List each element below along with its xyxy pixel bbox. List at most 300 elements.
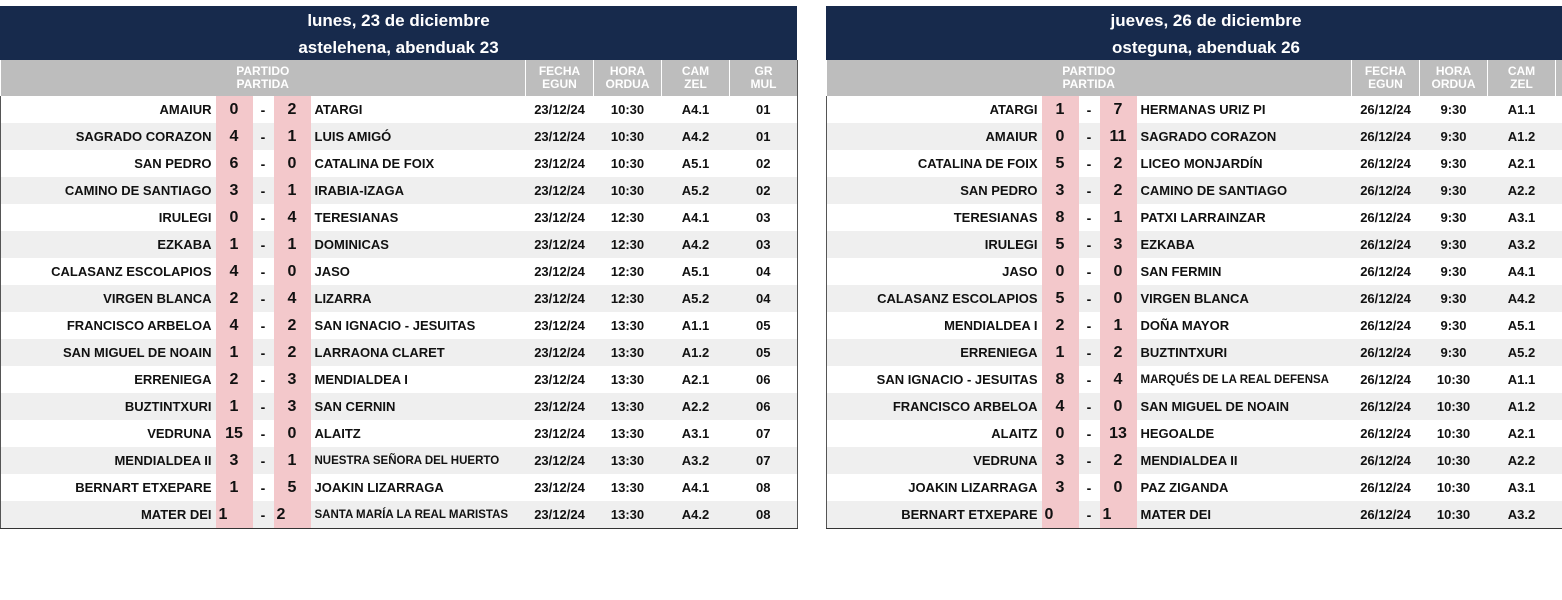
table-row [827,150,1562,177]
field: A2.1 [681,372,710,387]
away-team: MATER DEI [1137,501,1352,529]
home-score: 1 [216,474,253,501]
score-separator: - [1079,177,1100,204]
field: A4.1 [1507,264,1536,279]
match-date: 23/12/24 [526,123,594,150]
group: 07 [730,420,798,447]
field: A1.2 [1488,393,1556,420]
match-date: 26/12/24 [1352,393,1420,420]
score-separator: - [260,317,266,334]
table-row [827,312,1562,339]
away-team: DOMINICAS [311,231,526,258]
field: A2.2 [1488,177,1556,204]
date-title-eu: osteguna, abenduak 26 [1112,38,1300,57]
away-team: SAN FERMIN [1140,264,1222,279]
away-team: IRABIA-IZAGA [311,177,526,204]
field: A5.2 [1488,339,1556,366]
away-score: 3 [274,366,311,393]
away-score: 2 [274,339,311,366]
group: 03 [730,204,798,231]
field: A1.1 [681,318,710,333]
home-team: FRANCISCO ARBELOA [1,312,216,339]
away-score: 1 [274,123,311,150]
home-score: 8 [1042,366,1079,393]
away-score: 0 [274,150,311,177]
home-score: 3 [1042,474,1079,501]
away-score: 1 [274,177,311,204]
match-time: 10:30 [1436,372,1471,387]
home-score: 1 [216,393,253,420]
matches-body [1,96,798,529]
table-row [827,96,1562,123]
match-time: 13:30 [594,501,662,529]
match-time: 10:30 [610,156,645,171]
field: A3.2 [1488,231,1556,258]
match-date: 23/12/24 [526,285,594,312]
field: A5.1 [681,264,710,279]
match-time: 12:30 [610,264,645,279]
panel-title [0,6,797,60]
away-team: LARRAONA CLARET [311,339,526,366]
away-team: JOAKIN LIZARRAGA [314,480,444,495]
away-score: 2 [274,96,311,123]
home-team: BERNART ETXEPARE [1,474,216,501]
score-separator: - [1079,393,1100,420]
home-team: TERESIANAS [827,204,1042,231]
match-time: 9:30 [1440,156,1467,171]
table-header [1,60,798,96]
home-score: 0 [1042,258,1079,285]
group [1556,366,1562,393]
field: A5.1 [1507,318,1536,333]
group: 01 [730,96,798,123]
away-score: 2 [1100,339,1137,366]
home-score: 3 [1042,177,1079,204]
match-date: 26/12/24 [1352,123,1420,150]
score-separator: - [1086,263,1092,280]
match-date: 23/12/24 [526,339,594,366]
date-title-es: lunes, 23 de diciembre [307,11,490,30]
score-separator: - [1086,425,1092,442]
away-score: 13 [1100,420,1137,447]
field: A4.2 [662,123,730,150]
away-score: 1 [1100,501,1137,529]
score-separator: - [1079,339,1100,366]
date-title-eu: astelehena, abenduak 23 [298,38,499,57]
home-score: 6 [216,150,253,177]
match-date: 26/12/24 [1360,480,1411,495]
match-time: 12:30 [594,285,662,312]
field: A2.1 [1507,426,1536,441]
table-row [827,420,1562,447]
field: A1.1 [1507,372,1536,387]
group: 07 [730,447,798,474]
home-team: CALASANZ ESCOLAPIOS [827,285,1042,312]
table-header [827,60,1562,96]
field: A4.1 [681,210,710,225]
match-time: 10:30 [610,102,645,117]
home-score: 0 [1042,123,1079,150]
table-row [1,501,798,529]
field: A4.1 [681,102,710,117]
home-team: MENDIALDEA I [827,312,1042,339]
match-date: 26/12/24 [1352,501,1420,529]
match-time: 9:30 [1440,210,1467,225]
away-score: 5 [274,474,311,501]
home-team: AMAIUR [1,96,216,123]
away-score: 1 [1100,312,1137,339]
away-team: EZKABA [1137,231,1352,258]
away-score: 2 [1100,150,1137,177]
field: A4.1 [681,480,710,495]
home-team: CALASANZ ESCOLAPIOS [1,258,216,285]
table-row [1,177,798,204]
home-score: 4 [216,258,253,285]
field: A3.1 [1507,480,1536,495]
field: A2.2 [1488,447,1556,474]
match-time: 10:30 [1420,447,1488,474]
table-row [1,420,798,447]
group [1556,285,1562,312]
match-time: 13:30 [610,318,645,333]
home-team: MENDIALDEA II [1,447,216,474]
header-gr [1556,60,1562,96]
home-team: IRULEGI [827,231,1042,258]
home-score: 3 [216,447,253,474]
match-time: 13:30 [610,426,645,441]
home-score: 15 [216,420,253,447]
away-team: LIZARRA [311,285,526,312]
home-score: 4 [216,123,253,150]
header-fecha: FECHA EGUN [526,60,594,96]
home-team: BERNART ETXEPARE [827,501,1042,529]
away-score: 0 [274,420,311,447]
score-separator: - [260,155,266,172]
group [1556,96,1562,123]
score-separator: - [1086,155,1092,172]
field: A3.1 [1507,210,1536,225]
field: A3.1 [681,426,710,441]
match-time: 10:30 [1420,393,1488,420]
group: 05 [730,312,798,339]
field: A5.2 [662,285,730,312]
field: A2.2 [662,393,730,420]
match-date: 26/12/24 [1352,177,1420,204]
group [1556,258,1562,285]
score-separator: - [260,371,266,388]
home-score: 2 [216,285,253,312]
home-score: 4 [216,312,253,339]
away-score: 0 [1100,258,1137,285]
match-date: 23/12/24 [534,102,585,117]
score-separator: - [1079,123,1100,150]
home-score: 0 [1042,501,1079,529]
match-date: 23/12/24 [526,447,594,474]
header-hora: HORA ORDUA [1420,60,1488,96]
schedule-panel-monday [0,6,797,529]
score-separator: - [260,209,266,226]
away-team: MARQUÉS DE LA REAL DEFENSA [1140,373,1329,386]
home-score: 0 [1042,420,1079,447]
score-separator: - [1086,371,1092,388]
home-team: VEDRUNA [1,420,216,447]
away-score: 3 [1100,231,1137,258]
match-time: 13:30 [594,339,662,366]
table-row [1,393,798,420]
table-row [827,393,1562,420]
match-date: 23/12/24 [534,318,585,333]
table-row [1,312,798,339]
field: A3.2 [1488,501,1556,529]
match-date: 26/12/24 [1360,210,1411,225]
away-score: 1 [274,447,311,474]
away-score: 0 [274,258,311,285]
home-team: ERRENIEGA [1,366,216,393]
group [1556,312,1562,339]
group: 02 [730,150,798,177]
score-separator: - [253,393,274,420]
home-team: SAN PEDRO [827,177,1042,204]
score-separator: - [253,231,274,258]
group: 02 [730,177,798,204]
field: A1.2 [662,339,730,366]
group [1556,501,1562,529]
match-date: 26/12/24 [1352,447,1420,474]
score-separator: - [260,479,266,496]
home-score: 0 [216,96,253,123]
score-separator: - [1086,101,1092,118]
match-time: 10:30 [1436,480,1471,495]
group [1556,231,1562,258]
match-time: 13:30 [610,372,645,387]
score-separator: - [260,425,266,442]
field: A5.2 [662,177,730,204]
table-row [1,123,798,150]
table-row [827,231,1562,258]
match-date: 26/12/24 [1360,264,1411,279]
table-row [827,474,1562,501]
away-score: 11 [1100,123,1137,150]
away-score: 0 [1100,285,1137,312]
home-score: 1 [1042,96,1079,123]
match-date: 23/12/24 [526,177,594,204]
group [1556,420,1562,447]
away-team: VIRGEN BLANCA [1137,285,1352,312]
home-score: 2 [216,366,253,393]
away-team: HERMANAS URIZ PI [1140,102,1266,117]
matches-table [826,60,1562,529]
table-row [827,339,1562,366]
header-cam: CAM ZEL [662,60,730,96]
match-time: 9:30 [1420,285,1488,312]
away-score: 2 [1100,177,1137,204]
score-separator: - [1086,209,1092,226]
home-team: SAN MIGUEL DE NOAIN [1,339,216,366]
away-team: SAGRADO CORAZON [1137,123,1352,150]
header-hora: HORA ORDUA [594,60,662,96]
away-score: 1 [274,231,311,258]
home-team: JASO [827,258,1042,285]
home-score: 1 [216,231,253,258]
match-date: 26/12/24 [1360,102,1411,117]
away-team: ALAITZ [314,426,361,441]
score-separator: - [1079,231,1100,258]
group [1556,150,1562,177]
away-team: PATXI LARRAINZAR [1140,210,1266,225]
home-team: ALAITZ [827,420,1042,447]
table-row [827,447,1562,474]
away-team: SANTA MARÍA LA REAL MARISTAS [311,501,526,529]
away-team: SAN CERNIN [311,393,526,420]
home-score: 1 [216,501,253,529]
away-team: CATALINA DE FOIX [314,156,435,171]
away-team: NUESTRA SEÑORA DEL HUERTO [311,447,526,474]
table-row [1,204,798,231]
away-team: HEGOALDE [1140,426,1215,441]
home-score: 4 [1042,393,1079,420]
away-score: 2 [1100,447,1137,474]
table-row [1,447,798,474]
schedule-panel-thursday [826,6,1562,529]
home-team: ERRENIEGA [827,339,1042,366]
group [1556,177,1562,204]
score-separator: - [1079,501,1100,529]
field: A1.1 [1507,102,1536,117]
header-partido: PARTIDO PARTIDA [827,60,1352,96]
match-time: 9:30 [1420,231,1488,258]
date-title-es: jueves, 26 de diciembre [1110,11,1302,30]
score-separator: - [1079,447,1100,474]
table-row [1,150,798,177]
match-time: 13:30 [594,447,662,474]
home-score: 5 [1042,231,1079,258]
away-score: 1 [1100,204,1137,231]
away-team: SAN IGNACIO - JESUITAS [314,318,476,333]
score-separator: - [253,501,274,529]
matches-body [827,96,1562,529]
home-team: EZKABA [1,231,216,258]
away-score: 7 [1100,96,1137,123]
group [1556,339,1562,366]
score-separator: - [260,263,266,280]
home-team: JOAKIN LIZARRAGA [827,474,1042,501]
away-team: LICEO MONJARDÍN [1140,156,1263,171]
table-row [1,231,798,258]
matches-table [0,60,798,529]
match-time: 12:30 [594,231,662,258]
match-date: 26/12/24 [1360,318,1411,333]
table-row [1,258,798,285]
away-team: MENDIALDEA II [1137,447,1352,474]
home-score: 3 [216,177,253,204]
away-team: MENDIALDEA I [314,372,408,387]
table-row [1,366,798,393]
score-separator: - [1086,479,1092,496]
match-date: 26/12/24 [1352,231,1420,258]
away-score: 0 [1100,393,1137,420]
away-team: BUZTINTXURI [1137,339,1352,366]
table-row [1,339,798,366]
match-date: 26/12/24 [1360,372,1411,387]
match-date: 23/12/24 [526,231,594,258]
away-score: 3 [274,393,311,420]
match-time: 9:30 [1440,102,1467,117]
home-team: VEDRUNA [827,447,1042,474]
home-team: FRANCISCO ARBELOA [827,393,1042,420]
group: 03 [730,231,798,258]
away-team: DOÑA MAYOR [1140,318,1230,333]
match-date: 23/12/24 [526,501,594,529]
table-row [827,204,1562,231]
home-team: SAGRADO CORAZON [1,123,216,150]
score-separator: - [1079,285,1100,312]
home-team: SAN PEDRO [1,150,216,177]
home-team: ATARGI [827,96,1042,123]
table-row [827,366,1562,393]
home-team: BUZTINTXURI [1,393,216,420]
score-separator: - [253,177,274,204]
match-time: 9:30 [1440,318,1467,333]
group: 06 [730,366,798,393]
field: A4.2 [662,501,730,529]
match-date: 26/12/24 [1352,339,1420,366]
away-team: PAZ ZIGANDA [1140,480,1229,495]
header-fecha: FECHA EGUN [1352,60,1420,96]
match-time: 10:30 [1436,426,1471,441]
home-score: 3 [1042,447,1079,474]
away-team: JASO [314,264,350,279]
home-team: CAMINO DE SANTIAGO [1,177,216,204]
header-gr: GR MUL [730,60,798,96]
away-score: 4 [274,285,311,312]
group: 04 [730,258,798,285]
match-time: 12:30 [610,210,645,225]
group [1556,204,1562,231]
score-separator: - [260,101,266,118]
table-row [1,474,798,501]
field: A5.1 [681,156,710,171]
home-team: IRULEGI [1,204,216,231]
table-row [1,285,798,312]
panel-title [826,6,1562,60]
field: A2.1 [1507,156,1536,171]
home-score: 5 [1042,285,1079,312]
match-date: 23/12/24 [534,480,585,495]
away-team: SAN MIGUEL DE NOAIN [1137,393,1352,420]
home-team: CATALINA DE FOIX [827,150,1042,177]
group: 04 [730,285,798,312]
away-team: TERESIANAS [314,210,399,225]
match-time: 9:30 [1420,123,1488,150]
table-row [827,123,1562,150]
group [1556,447,1562,474]
score-separator: - [253,339,274,366]
table-row [827,258,1562,285]
match-time: 10:30 [594,123,662,150]
match-date: 23/12/24 [534,210,585,225]
match-time: 10:30 [1420,501,1488,529]
table-row [827,285,1562,312]
home-score: 1 [1042,339,1079,366]
group [1556,474,1562,501]
match-date: 23/12/24 [534,426,585,441]
group: 08 [730,474,798,501]
away-score: 2 [274,501,311,529]
score-separator: - [1086,317,1092,334]
home-score: 5 [1042,150,1079,177]
match-date: 26/12/24 [1360,426,1411,441]
home-score: 2 [1042,312,1079,339]
